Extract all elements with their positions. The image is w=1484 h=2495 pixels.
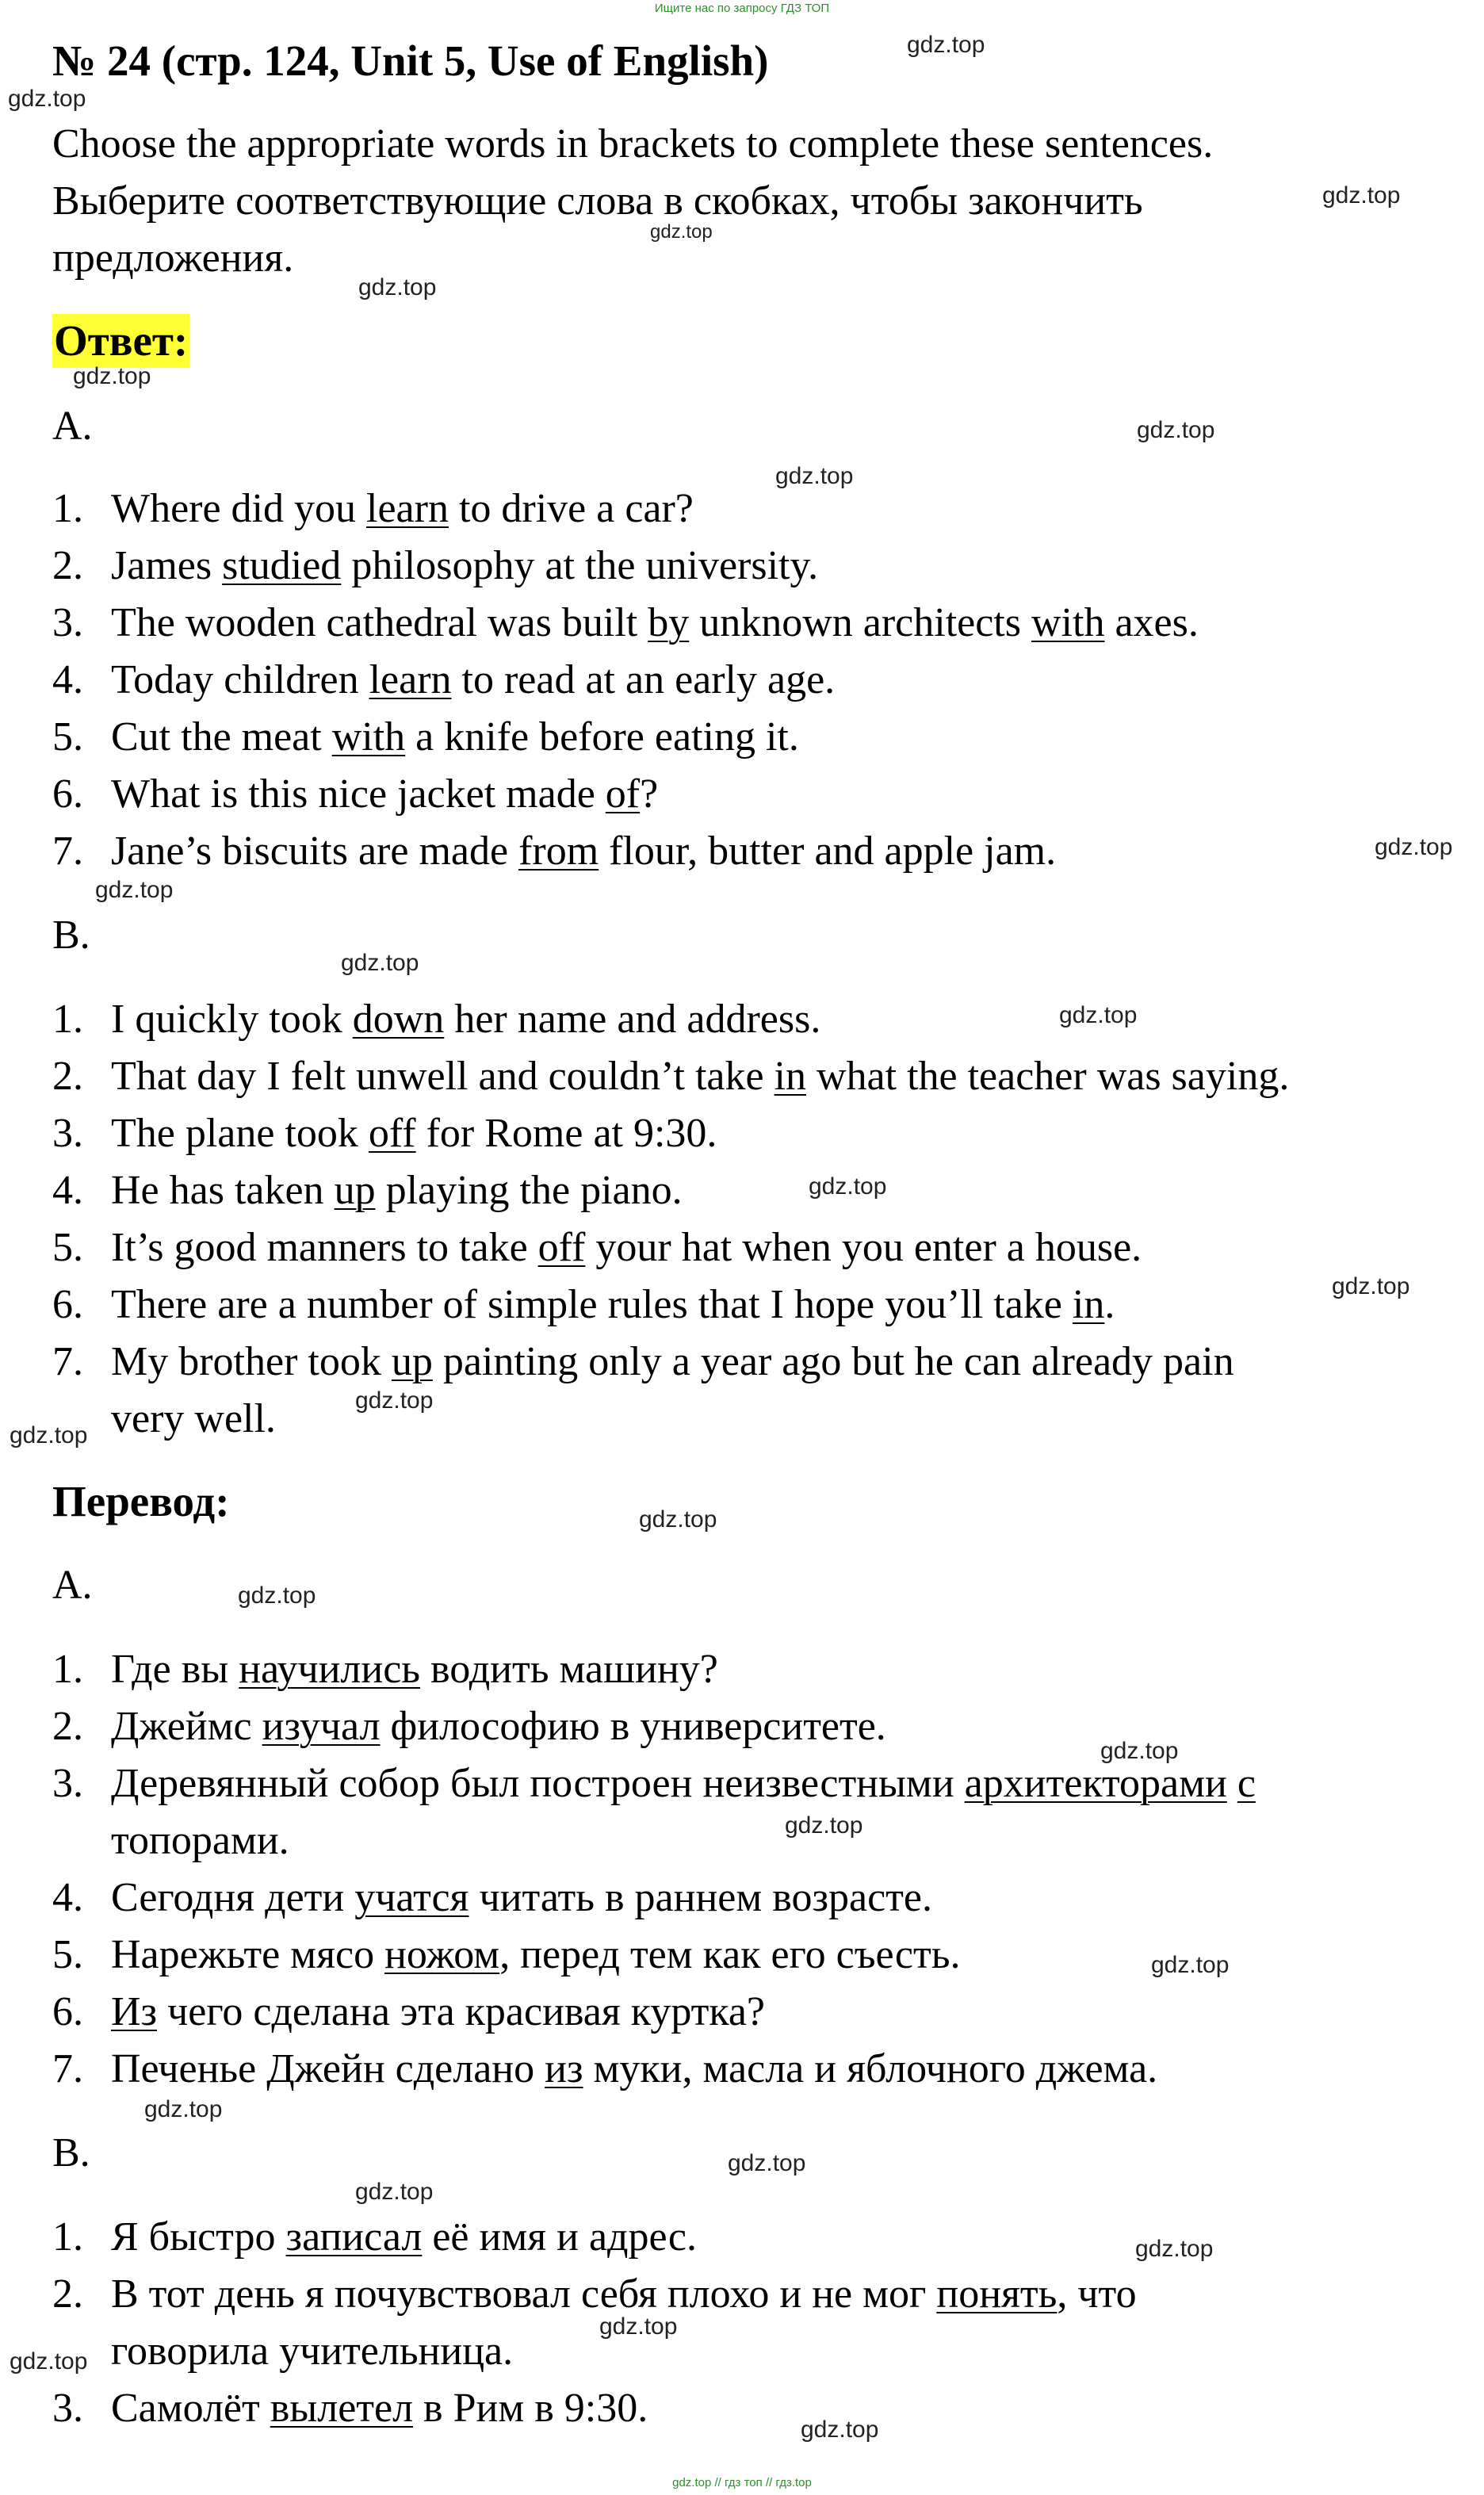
translation-a-item-2 (52, 1698, 886, 1755)
translation-b-item-2 (52, 2266, 1137, 2323)
item-text: В тот день я почувствовал себя плохо и не мог (111, 2271, 937, 2317)
watermark-text: gdz.top (650, 221, 713, 243)
item-number: 3. (52, 2386, 83, 2431)
item-text: to read at an early age. (451, 657, 836, 702)
watermark-text: gdz.top (785, 1812, 863, 1839)
item-text: в Рим в 9:30. (413, 2386, 648, 2431)
item-text: . (1104, 1282, 1115, 1327)
item-number: 6. (52, 1989, 83, 2034)
item-number: 3. (52, 600, 83, 645)
item-text: James (111, 543, 223, 588)
watermark-text: gdz.top (1322, 182, 1401, 209)
translation-a-item-3 (52, 1755, 1256, 1812)
item-text: painting only a year ago but he can already pain (432, 1339, 1234, 1384)
translation-b-item-3 (52, 2380, 648, 2437)
watermark-text: gdz.top (144, 2096, 223, 2122)
underlined-answer: из (545, 2046, 583, 2091)
underlined-answer: учатся (354, 1875, 469, 1920)
underlined-answer: in (774, 1054, 806, 1099)
answer-a-item-1 (52, 480, 694, 538)
watermark-text: gdz.top (809, 1173, 887, 1200)
task-english: Choose the appropriate words in brackets to complete these sentences. (52, 121, 1214, 166)
item-text: Печенье Джейн сделано (111, 2046, 545, 2091)
watermark-text: gdz.top (341, 950, 419, 976)
underlined-answer: научились (239, 1647, 421, 1692)
underlined-answer: with (1031, 600, 1105, 645)
item-number: 2. (52, 1704, 83, 1749)
item-number: 2. (52, 1054, 83, 1099)
watermark-text: gdz.top (1375, 834, 1453, 860)
item-number: 1. (52, 997, 83, 1042)
answer-label: Ответ: (52, 314, 189, 368)
item-text: unknown architects (689, 600, 1031, 645)
item-text: Where did you (111, 486, 367, 531)
item-text: The wooden cathedral was built (111, 600, 648, 645)
item-number: 3. (52, 1761, 83, 1806)
item-number: 2. (52, 2271, 83, 2317)
header-note: Ищите нас по запросу ГДЗ ТОП (654, 2, 830, 15)
answer-b-item-4 (52, 1162, 683, 1219)
item-number: 1. (52, 486, 83, 531)
item-number: 7. (52, 2046, 83, 2091)
item-number: 3. (52, 1111, 83, 1156)
underlined-answer: by (648, 600, 690, 645)
item-text: your hat when you enter a house. (585, 1225, 1142, 1270)
watermark-text: gdz.top (1135, 2236, 1214, 2262)
item-text: её имя и адрес. (422, 2214, 697, 2260)
item-text: водить машину? (420, 1647, 718, 1692)
underlined-answer: архитекторами (964, 1761, 1227, 1806)
item-text: философию в университете. (380, 1704, 886, 1749)
underlined-answer: Из (111, 1989, 158, 2034)
item-text: He has taken (111, 1168, 335, 1213)
answer-a-item-2 (52, 538, 818, 595)
item-text: her name and address. (444, 997, 821, 1042)
item-text: чего сделана эта красивая куртка? (157, 1989, 765, 2034)
watermark-text: gdz.top (358, 274, 437, 300)
item-text: a knife before eating it. (405, 714, 799, 760)
underlined-answer: понять (936, 2271, 1058, 2317)
underlined-answer: of (605, 771, 641, 817)
item-text: What is this nice jacket made (111, 771, 606, 817)
watermark-text: gdz.top (1100, 1738, 1179, 1764)
translation-b-item-2-continuation: говорила учительница. (111, 2329, 514, 2374)
item-text: Деревянный собор был построен неизвестными (111, 1761, 965, 1806)
item-text: axes. (1104, 600, 1199, 645)
item-text: Jane’s biscuits are made (111, 828, 519, 874)
translation-b-item-1 (52, 2209, 697, 2266)
item-number: 4. (52, 1168, 83, 1213)
watermark-text: gdz.top (73, 363, 151, 389)
watermark-text: gdz.top (8, 86, 86, 112)
underlined-answer: learn (369, 657, 452, 702)
watermark-text: gdz.top (1137, 417, 1215, 443)
watermark-text: gdz.top (10, 2348, 88, 2374)
watermark-text: gdz.top (95, 877, 174, 903)
translation-label: Перевод: (52, 1477, 230, 1525)
answer-a-item-3 (52, 595, 1199, 652)
item-number: 1. (52, 1647, 83, 1692)
translation-section-a: A. (52, 1563, 93, 1608)
item-number: 5. (52, 1225, 83, 1270)
task-russian-line2: предложения. (52, 235, 294, 281)
answer-b-item-5 (52, 1219, 1142, 1276)
item-number: 6. (52, 771, 83, 817)
item-text: Нарежьте мясо (111, 1932, 385, 1977)
watermark-text: gdz.top (355, 1387, 434, 1414)
item-number: 4. (52, 1875, 83, 1920)
item-text: читать в раннем возрасте. (469, 1875, 932, 1920)
item-text: That day I felt unwell and couldn’t take (111, 1054, 775, 1099)
underlined-answer: in (1072, 1282, 1105, 1327)
item-text: , что (1057, 2271, 1137, 2317)
underlined-answer: learn (366, 486, 449, 531)
watermark-text: gdz.top (1151, 1952, 1230, 1978)
watermark-text: gdz.top (775, 463, 854, 489)
item-text: There are a number of simple rules that I hope you’ll take (111, 1282, 1073, 1327)
item-text: Самолёт (111, 2386, 270, 2431)
item-text: It’s good manners to take (111, 1225, 538, 1270)
item-text: Где вы (111, 1647, 239, 1692)
underlined-answer: up (391, 1339, 433, 1384)
item-text: to drive a car? (448, 486, 694, 531)
answer-section-a: A. (52, 404, 93, 449)
answer-b-item-3 (52, 1105, 717, 1162)
item-text: Сегодня дети (111, 1875, 355, 1920)
underlined-answer: изучал (262, 1704, 381, 1749)
item-text: for Rome at 9:30. (415, 1111, 717, 1156)
watermark-text: gdz.top (907, 32, 985, 58)
underlined-answer: вылетел (270, 2386, 414, 2431)
watermark-text: gdz.top (355, 2179, 434, 2205)
watermark-text: gdz.top (599, 2313, 678, 2340)
item-text: Я быстро (111, 2214, 286, 2260)
answer-b-item-7-continuation: very well. (111, 1396, 276, 1441)
answer-a-item-4 (52, 652, 835, 709)
watermark-text: gdz.top (1059, 1002, 1138, 1028)
answer-a-item-7 (52, 823, 1056, 880)
translation-a-item-6 (52, 1984, 765, 2041)
underlined-answer: up (334, 1168, 376, 1213)
item-text: My brother took (111, 1339, 392, 1384)
item-number: 7. (52, 828, 83, 874)
item-text: муки, масла и яблочного джема. (583, 2046, 1158, 2091)
answer-b-item-2 (52, 1048, 1289, 1105)
translation-section-b: B. (52, 2130, 90, 2175)
item-number: 7. (52, 1339, 83, 1384)
answer-b-item-6 (52, 1276, 1115, 1334)
translation-a-item-3-continuation: топорами. (111, 1818, 289, 1863)
item-text: Today children (111, 657, 369, 702)
translation-a-item-4 (52, 1869, 932, 1927)
answer-a-item-5 (52, 709, 799, 766)
translation-a-item-5 (52, 1927, 960, 1984)
item-number: 5. (52, 1932, 83, 1977)
watermark-text: gdz.top (1332, 1273, 1410, 1299)
item-text: flour, butter and apple jam. (599, 828, 1057, 874)
item-number: 2. (52, 543, 83, 588)
underlined-answer: studied (222, 543, 342, 588)
item-text (1227, 1761, 1237, 1806)
underlined-answer: off (537, 1225, 586, 1270)
underlined-answer: down (352, 997, 445, 1042)
answer-b-item-7 (52, 1334, 1234, 1391)
item-number: 5. (52, 714, 83, 760)
answer-section-b: B. (52, 913, 90, 958)
item-number: 1. (52, 2214, 83, 2260)
translation-a-item-7 (52, 2041, 1157, 2098)
watermark-text: gdz.top (238, 1582, 316, 1609)
answer-b-item-1 (52, 991, 820, 1048)
item-text: ? (640, 771, 659, 817)
task-russian-line1: Выберите соответствующие слова в скобках, чтобы закончить (52, 178, 1143, 224)
underlined-answer: off (368, 1111, 416, 1156)
item-text: playing the piano. (375, 1168, 683, 1213)
watermark-text: gdz.top (801, 2417, 879, 2443)
item-text: I quickly took (111, 997, 353, 1042)
item-number: 4. (52, 657, 83, 702)
watermark-text: gdz.top (10, 1422, 88, 1448)
item-text: what the teacher was saying. (806, 1054, 1290, 1099)
page-title: № 24 (стр. 124, Unit 5, Use of English) (52, 36, 769, 85)
item-text: Cut the meat (111, 714, 332, 760)
item-text: The plane took (111, 1111, 369, 1156)
watermark-text: gdz.top (728, 2150, 806, 2176)
translation-a-item-1 (52, 1641, 718, 1698)
watermark-text: gdz.top (639, 1506, 717, 1533)
underlined-answer: ножом (384, 1932, 500, 1977)
underlined-answer: записал (285, 2214, 423, 2260)
underlined-answer: from (518, 828, 599, 874)
item-number: 6. (52, 1282, 83, 1327)
item-text: , перед тем как его съесть. (499, 1932, 961, 1977)
underlined-answer: with (331, 714, 406, 760)
answer-a-item-6 (52, 766, 658, 823)
underlined-answer: с (1237, 1761, 1256, 1806)
item-text: philosophy at the university. (341, 543, 819, 588)
footer-note: gdz.top // гдз топ // гдз.top (672, 2476, 812, 2489)
item-text: Джеймс (111, 1704, 262, 1749)
